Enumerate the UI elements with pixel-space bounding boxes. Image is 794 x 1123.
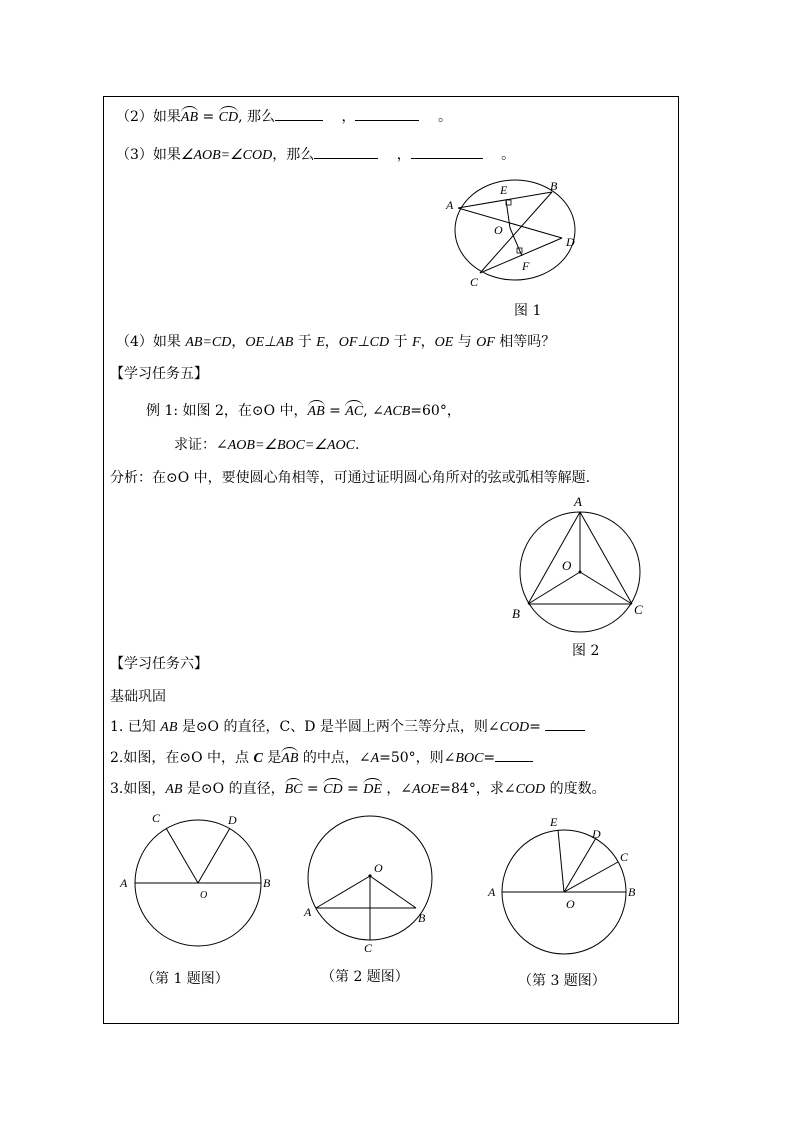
q4-text: ， <box>420 334 435 350</box>
analysis-text: 分析：在⊙O 中，要使圆心角相等，可通过证明圆心角所对的弦或弧相等解题. <box>110 470 591 486</box>
p3-text: 的度数。 <box>545 781 606 797</box>
q3-expr: ∠AOB=∠COD <box>180 148 273 163</box>
p3-aoe: AOE <box>412 782 440 797</box>
p1fig-label-c: C <box>152 811 161 825</box>
figure-1 <box>440 178 600 298</box>
q4-text: ， <box>324 334 339 350</box>
p2-boc: BOC <box>455 751 484 766</box>
fig2-radius-ob <box>528 572 580 604</box>
p3fig-label-b: B <box>628 885 636 899</box>
p2-text: 的中点，∠ <box>298 750 371 766</box>
ex1-mid: , ∠ <box>363 403 384 419</box>
problem-2 <box>110 749 533 768</box>
q4-text: ， <box>231 334 246 350</box>
q4-text: 相等吗？ <box>494 334 556 350</box>
fig1-circle <box>455 180 575 280</box>
q4-oe-ab: OE⊥AB <box>245 335 294 350</box>
fig1-label-a: A <box>446 198 454 212</box>
p3-arc-bc: BC <box>284 782 303 797</box>
fig1-label-o: O <box>494 223 503 237</box>
problem-3 <box>110 780 606 799</box>
p3fig-label-o: O <box>566 897 575 911</box>
question-3 <box>116 146 515 165</box>
p3-text: 是⊙O 的直径， <box>182 781 285 797</box>
p3fig-radius-od <box>564 838 596 892</box>
ex1-eq: = <box>324 403 346 419</box>
p2-text: 2.如图，在⊙O 中，点 <box>110 750 254 766</box>
p3-text: ，∠ <box>381 781 413 797</box>
p1-cod: COD <box>499 720 530 735</box>
fig2-center-dot <box>579 571 582 574</box>
problem-2-figure <box>300 808 450 958</box>
p2fig-label-c: C <box>364 941 373 955</box>
question-2 <box>116 108 452 127</box>
q4-f: F <box>412 335 421 350</box>
p1fig-label-o: O <box>200 890 208 901</box>
q3-tail: ，那么 <box>272 147 315 163</box>
p1fig-radius-oc <box>166 828 198 883</box>
problem-3-figure <box>486 812 656 962</box>
p1-text: 是⊙O 的直径，C、D 是半圆上两个三等分点，则∠ <box>177 719 500 735</box>
p3-text: 3.如图， <box>110 781 166 797</box>
fig2-label-c: C <box>634 602 643 617</box>
p2-text: 是 <box>262 750 282 766</box>
fig1-segment-oe <box>506 200 510 228</box>
p2-arc-ab: AB <box>281 751 299 766</box>
q4-of-cd: OF⊥CD <box>338 335 390 350</box>
example-1 <box>146 402 461 421</box>
arc-ab: AB <box>180 110 199 125</box>
answer-blank[interactable] <box>355 108 419 121</box>
p2-c: C <box>253 751 263 766</box>
ex1-prefix: 例 1: 如图 2，在⊙O 中， <box>146 403 308 419</box>
p3-text: =84°，求∠ <box>439 781 516 797</box>
p1-ab: AB <box>160 720 178 735</box>
p1fig-label-d: D <box>228 813 237 827</box>
task-5-heading: 【学习任务五】 <box>110 366 208 382</box>
fig1-chord-ad <box>458 208 562 238</box>
q4-text: 与 <box>453 334 477 350</box>
p3fig-label-a: A <box>488 885 496 899</box>
p3fig-label-d: D <box>592 827 601 841</box>
ex1-prove-end: . <box>354 437 360 453</box>
q2-tail: , 那么 <box>238 109 276 125</box>
p2fig-center-dot <box>368 874 371 877</box>
fig1-label-d: D <box>566 235 575 249</box>
task-6-heading: 【学习任务六】 <box>110 656 208 672</box>
p3-cod: COD <box>515 782 546 797</box>
q4-e: E <box>316 335 325 350</box>
fig2-chord-ab <box>528 512 580 604</box>
answer-blank[interactable] <box>545 718 585 731</box>
answer-blank[interactable] <box>495 749 533 762</box>
fig1-label-e: E <box>500 183 508 197</box>
q2-comma: ， <box>341 109 356 125</box>
q4-oe: OE <box>434 335 454 350</box>
q4-of: OF <box>476 335 495 350</box>
q4-text: 于 <box>389 334 413 350</box>
answer-blank[interactable] <box>314 146 378 159</box>
question-4 <box>116 333 555 352</box>
p2fig-label-a: A <box>304 905 312 919</box>
problem-1-figure-caption: （第 1 题图） <box>141 971 229 987</box>
q2-eq: = <box>198 109 219 125</box>
ex1-acb: ACB <box>383 404 411 419</box>
fig1-label-c: C <box>470 275 479 289</box>
ex1-prove-label: 求证：∠ <box>174 437 228 453</box>
answer-blank[interactable] <box>275 108 323 121</box>
task-6-subheading: 基础巩固 <box>110 689 166 705</box>
fig2-radius-oc <box>580 572 632 604</box>
fig2-label-b: B <box>512 606 520 621</box>
q3-period: 。 <box>501 147 516 163</box>
q4-text: 于 <box>293 334 317 350</box>
problem-2-figure-caption: （第 2 题图） <box>321 969 409 985</box>
problem-3-figure-caption: （第 3 题图） <box>518 973 606 989</box>
figure-2 <box>506 494 656 634</box>
p1fig-radius-od <box>198 828 230 883</box>
fig2-chord-ac <box>580 512 632 604</box>
example-1-prove <box>174 436 359 455</box>
q3-prefix: （3）如果 <box>116 147 181 163</box>
fig1-label-f: F <box>522 259 530 273</box>
p2fig-label-o: O <box>374 861 383 875</box>
p3fig-radius-oe <box>558 830 564 892</box>
p3fig-radius-oc <box>564 862 618 892</box>
p3-arc-cd: CD <box>323 782 343 797</box>
q2-period: 。 <box>437 109 452 125</box>
figure-1-caption: 图 1 <box>514 303 542 319</box>
ex1-arc-ac: AC <box>345 404 364 419</box>
q4-text: （4）如果 <box>116 334 186 350</box>
p2fig-label-b: B <box>418 911 426 925</box>
p2fig-radius-oa <box>316 876 370 908</box>
p1fig-label-a: A <box>120 876 128 890</box>
q4-ab-cd: AB=CD <box>185 335 232 350</box>
figure-2-caption: 图 2 <box>572 643 600 659</box>
p3-eq: = <box>302 781 324 797</box>
q2-prefix: （2）如果 <box>116 109 181 125</box>
problem-1-figure <box>118 810 288 950</box>
p3-arc-de: DE <box>363 782 382 797</box>
q3-comma: ， <box>396 147 411 163</box>
fig2-label-a: A <box>574 494 582 509</box>
arc-cd: CD <box>218 110 239 125</box>
ex1-prove-expr: AOB=∠BOC=∠AOC <box>227 438 355 453</box>
fig2-label-o: O <box>562 558 572 573</box>
ex1-arc-ab: AB <box>307 404 325 419</box>
p3-ab: AB <box>165 782 183 797</box>
answer-blank[interactable] <box>411 146 483 159</box>
p3-eq: = <box>342 781 364 797</box>
p3fig-label-c: C <box>620 850 629 864</box>
p1-text: = <box>529 719 546 735</box>
p1fig-label-b: B <box>263 876 271 890</box>
p3fig-label-e: E <box>550 815 558 829</box>
p2-a: A <box>370 751 380 766</box>
ex1-angle: =60°， <box>410 403 461 419</box>
p1-text: 1. 已知 <box>110 719 161 735</box>
fig1-chord-cd <box>480 238 562 273</box>
p2fig-radius-ob <box>370 876 416 908</box>
p2-text: =50°，则∠ <box>379 750 456 766</box>
fig1-label-b: B <box>550 179 558 193</box>
p2-text: = <box>483 750 496 766</box>
problem-1 <box>110 718 585 737</box>
